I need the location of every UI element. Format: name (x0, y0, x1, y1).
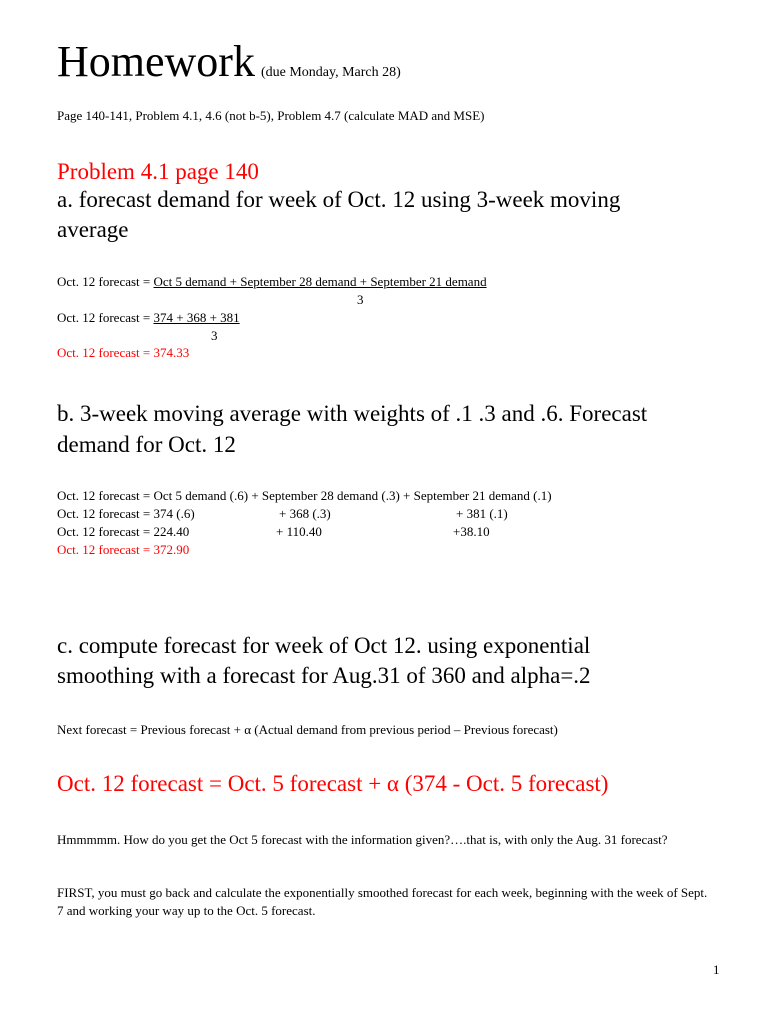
part-a-equation-1 (57, 273, 487, 291)
part-b-row-2-b: + 368 (.3) (279, 506, 331, 521)
part-c-question-line1: c. compute forecast for week of Oct 12. using exponential (57, 633, 591, 658)
part-b-row-3-a: Oct. 12 forecast = 224.40 (57, 524, 190, 539)
equation-denominator: 3 (357, 292, 364, 307)
part-a-question-line1: a. forecast demand for week of Oct. 12 using 3-week moving (57, 187, 621, 212)
equation-prefix: Oct. 12 forecast = (57, 310, 154, 325)
page-title: Homework (57, 37, 255, 86)
paragraph-question: Hmmmmm. How do you get the Oct 5 forecast with the information given?….that is, with only the Aug. 31 forecast? (57, 832, 668, 847)
equation-numerator: 374 + 368 + 381 (153, 310, 240, 325)
oct-12-forecast-formula: Oct. 12 forecast = Oct. 5 forecast + α (374 - Oct. 5 forecast) (57, 771, 609, 796)
part-b-row-1: Oct. 12 forecast = Oct 5 demand (.6) + September 28 demand (.3) + September 21 demand (.1) (57, 488, 552, 503)
equation-prefix: Oct. 12 forecast = (57, 274, 154, 289)
part-b-question-line1: b. 3-week moving average with weights of .1 .3 and .6. Forecast (57, 401, 648, 426)
title-line (57, 36, 401, 87)
part-b-row-3-c: +38.10 (453, 524, 490, 539)
exponential-smoothing-formula: Next forecast = Previous forecast + α (Actual demand from previous period – Previous forecast) (57, 722, 558, 737)
assignment-line: Page 140-141, Problem 4.1, 4.6 (not b-5), Problem 4.7 (calculate MAD and MSE) (57, 108, 485, 123)
part-a-result: Oct. 12 forecast = 374.33 (57, 345, 190, 360)
part-a-equation-2 (57, 309, 240, 327)
equation-numerator: Oct 5 demand + September 28 demand + September 21 demand (153, 274, 487, 289)
part-b-question-line2: demand for Oct. 12 (57, 432, 236, 457)
page-number: 1 (713, 962, 720, 977)
equation-denominator: 3 (211, 328, 218, 343)
paragraph-first-step: FIRST, you must go back and calculate the exponentially smoothed forecast for each week, beginning with the week of Sept. 7 and working your way up to the Oct. 5 forecast. (57, 885, 708, 918)
part-b-row-2-a: Oct. 12 forecast = 374 (.6) (57, 506, 195, 521)
part-b-row-3-b: + 110.40 (276, 524, 322, 539)
part-c-question-line2: smoothing with a forecast for Aug.31 of 360 and alpha=.2 (57, 663, 591, 688)
part-b-row-2-c: + 381 (.1) (456, 506, 508, 521)
part-a-question-line2: average (57, 217, 129, 242)
problem-heading: Problem 4.1 page 140 (57, 159, 259, 184)
due-date-note: (due Monday, March 28) (260, 65, 401, 80)
part-b-result: Oct. 12 forecast = 372.90 (57, 542, 190, 557)
